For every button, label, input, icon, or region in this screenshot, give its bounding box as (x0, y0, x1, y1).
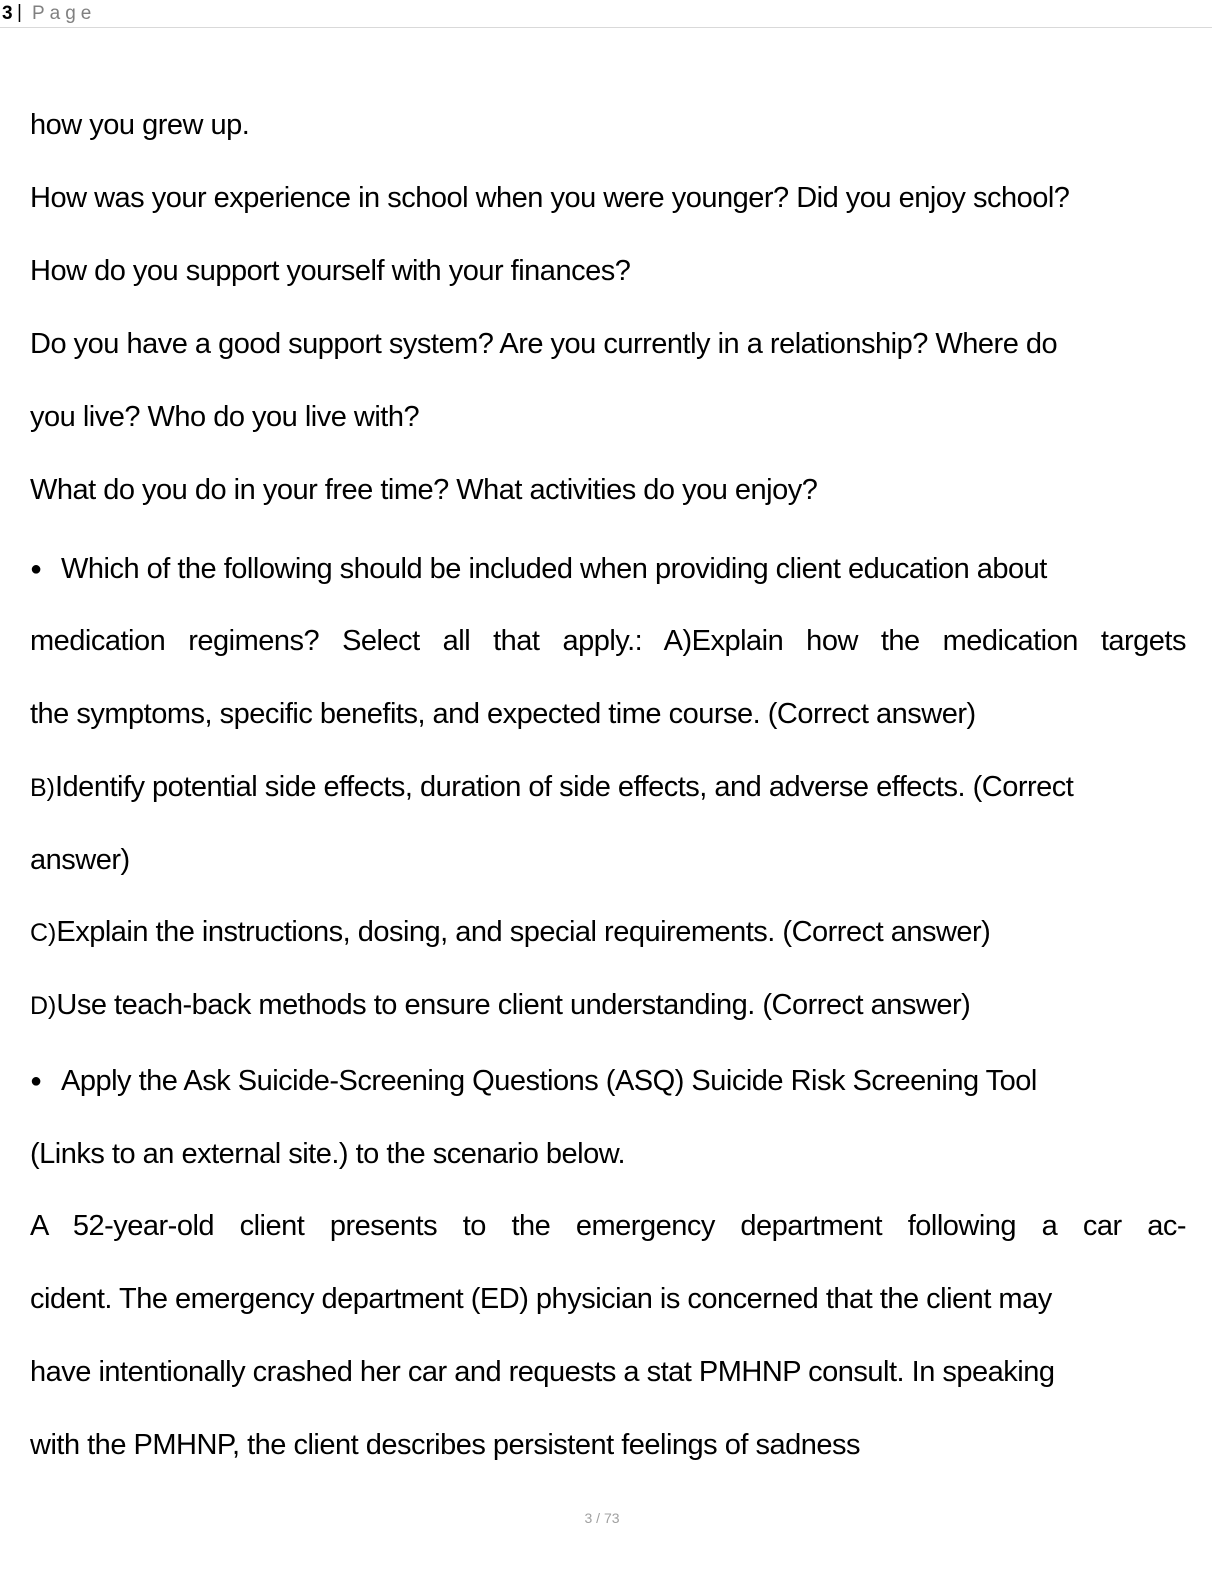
text-line: Do you have a good support system? Are you currently in a relationship? Where do (30, 328, 1058, 360)
page-indicator: 3 / 73 (584, 1510, 620, 1526)
text-line: medication regimens? Select all that apply.: A)Explain how the medication targets (30, 625, 1186, 657)
text-line: How was your experience in school when you were younger? Did you enjoy school? (30, 182, 1070, 214)
question-1-text: Which of the following should be included when providing client education about (61, 553, 1047, 585)
header-page-label: Page (32, 3, 97, 24)
text-line: cident. The emergency department (ED) physician is concerned that the client may (30, 1283, 1052, 1315)
text-line: A 52-year-old client presents to the emergency department following a car ac- (30, 1210, 1186, 1242)
option-c-line (30, 907, 1186, 958)
text-line: the symptoms, specific benefits, and expected time course. (Correct answer) (30, 698, 976, 730)
option-d-line (30, 980, 1186, 1031)
option-d-letter: D) (30, 992, 57, 1020)
header-separator: | (17, 2, 22, 23)
question-2-line (30, 1056, 1186, 1106)
bullet-icon: ● (30, 558, 42, 580)
option-d-text: Use teach-back methods to ensure client understanding. (Correct answer) (56, 989, 971, 1021)
question-1-line (30, 544, 1186, 594)
text-line: How do you support yourself with your finances? (30, 255, 631, 287)
option-b-line (30, 762, 1186, 813)
question-2-text: Apply the Ask Suicide-Screening Questions (ASQ) Suicide Risk Screening Tool (61, 1065, 1037, 1097)
option-b-text: Identify potential side effects, duration of side effects, and adverse effects. (Correct (55, 771, 1074, 803)
text-line: What do you do in your free time? What activities do you enjoy? (30, 474, 818, 506)
text-line: have intentionally crashed her car and requests a stat PMHNP consult. In speaking (30, 1356, 1055, 1388)
text-line: how you grew up. (30, 109, 250, 141)
header-page-number: 3 (2, 3, 13, 24)
option-c-letter: C) (30, 919, 57, 947)
text-line: with the PMHNP, the client describes persistent feelings of sadness (30, 1429, 860, 1461)
text-line: (Links to an external site.) to the scenario below. (30, 1138, 626, 1170)
page-header (0, 0, 1212, 28)
option-c-text: Explain the instructions, dosing, and special requirements. (Correct answer) (56, 916, 991, 948)
text-line: you live? Who do you live with? (30, 401, 420, 433)
bullet-icon: ● (30, 1070, 42, 1092)
text-line: answer) (30, 844, 130, 876)
option-b-letter: B) (30, 774, 55, 802)
